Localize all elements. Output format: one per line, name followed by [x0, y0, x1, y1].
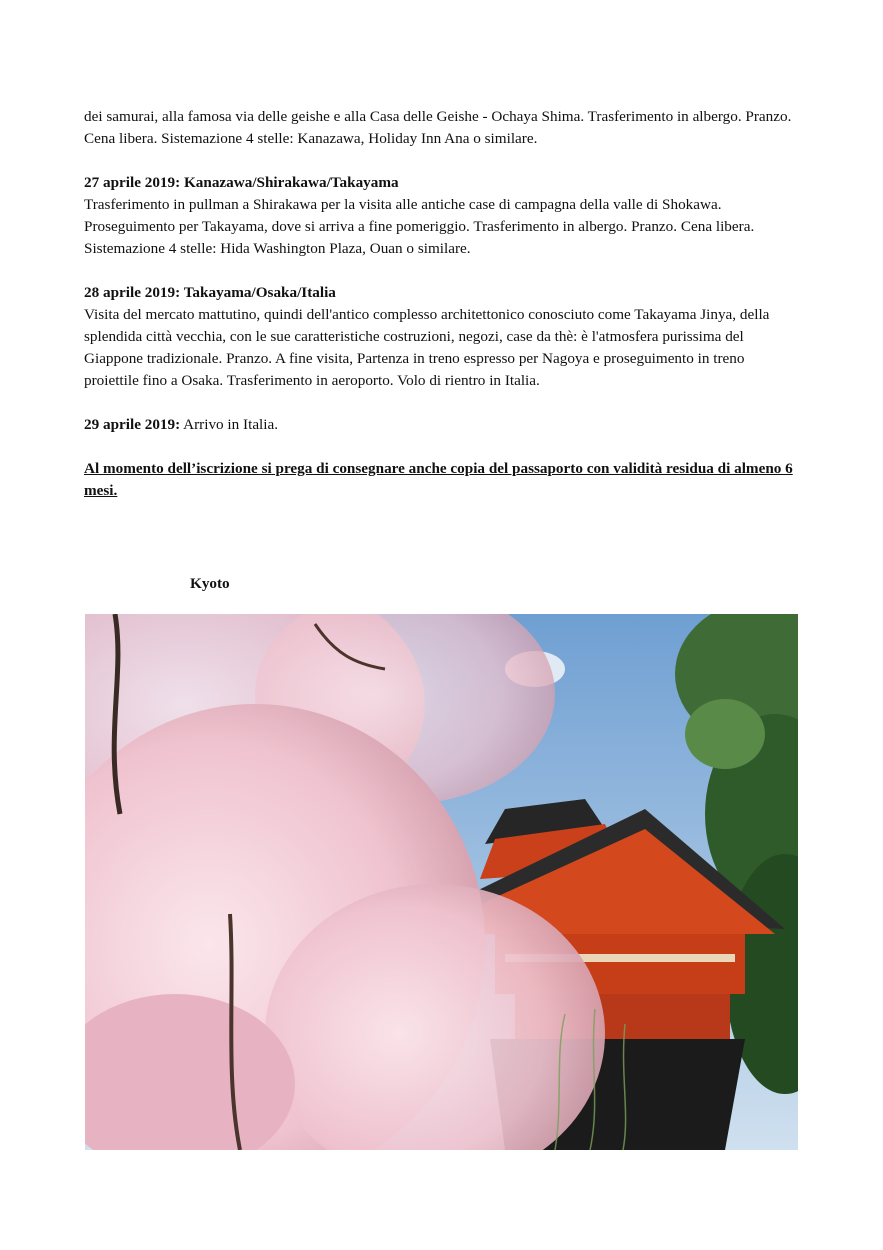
day-27-title: 27 aprile 2019: Kanazawa/Shirakawa/Takayama — [84, 174, 399, 191]
kyoto-pagoda-photo — [85, 614, 798, 1150]
day-27-section — [84, 172, 800, 260]
day-28-body: Visita del mercato mattutino, quindi dell'antico complesso architettonico conosciuto come Takayama Jinya, della splendida città vecchia, con le sue caratteristiche costruzioni, negozi, case da thè: è l'atmosfera purissima del Giappone tradizionale. Pranzo. A fine visita, Partenza in treno espresso per Nagoya e proseguimento in treno proiettile fino a Osaka. Trasferimento in aeroporto. Volo di rientro in Italia. — [84, 306, 770, 389]
day-28-title: 28 aprile 2019: Takayama/Osaka/Italia — [84, 284, 336, 301]
day-27-body: Trasferimento in pullman a Shirakawa per la visita alle antiche case di campagna della valle di Shokawa. Proseguimento per Takayama, dove si arriva a fine pomeriggio. Trasferimento in albergo. Pranzo. Cena libera. — [84, 196, 755, 235]
intro-paragraph: dei samurai, alla famosa via delle geishe e alla Casa delle Geishe - Ochaya Shima. Trasferimento in albergo. Pranzo. Cena libera. Sistemazione 4 stelle: Kanazawa, Holiday Inn Ana o similare. — [84, 108, 792, 147]
day-29-body: Arrivo in Italia. — [180, 416, 279, 433]
day-27-lodging: Sistemazione 4 stelle: Hida Washington Plaza, Ouan o similare. — [84, 240, 471, 257]
day-28-section — [84, 282, 800, 392]
day-29-title: 29 aprile 2019: — [84, 416, 181, 433]
day-29-section — [84, 414, 800, 436]
document-body — [84, 106, 800, 502]
passport-notice: Al momento dell’iscrizione si prega di consegnare anche copia del passaporto con validità residua di almeno 6 mesi. — [84, 460, 793, 499]
photo-caption: Kyoto — [190, 575, 230, 592]
